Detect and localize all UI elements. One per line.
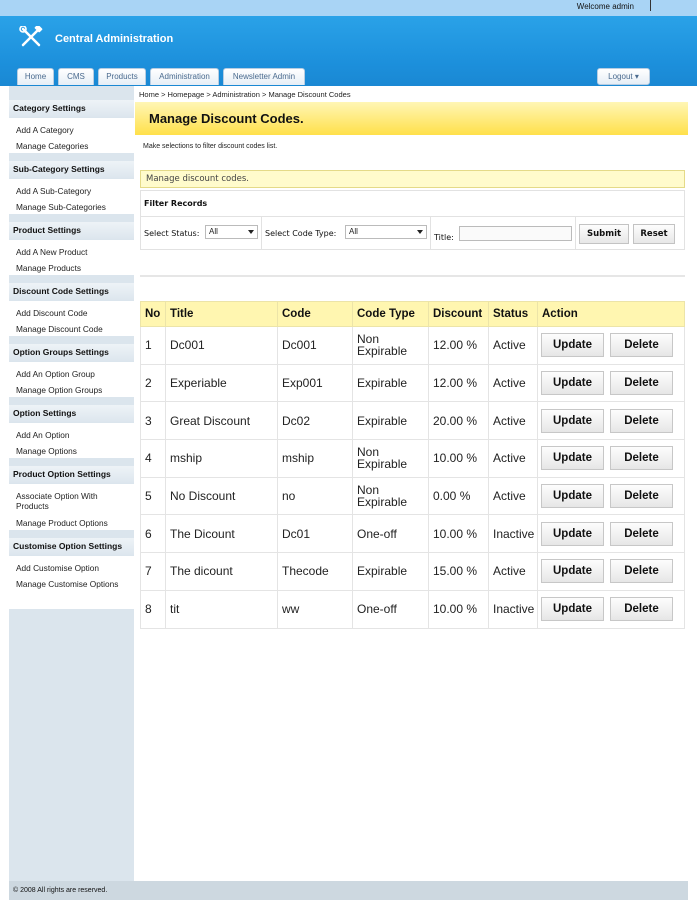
delete-button[interactable]: Delete [610,559,673,583]
cell-action [538,364,685,402]
sidebar-link-manage-discount-code[interactable]: Manage Discount Code [16,324,103,334]
update-button[interactable]: Update [541,597,604,621]
code-type-select-value: All [349,227,358,236]
reset-button[interactable]: Reset [633,224,675,244]
cell-status: Active [489,402,538,440]
app-title: Central Administration [55,33,174,45]
cell-title: Great Discount [166,402,278,440]
cell-discount: 0.00 % [429,477,489,515]
delete-button[interactable]: Delete [610,446,673,470]
title-input[interactable] [459,226,572,241]
sidebar-link-add-customise-option[interactable]: Add Customise Option [16,563,100,573]
cell-title: The dicount [166,553,278,591]
cell-code-type: Non Expirable [353,477,429,515]
sidebar-link-manage-categories[interactable]: Manage Categories [16,141,89,151]
sidebar-link-manage-options[interactable]: Manage Options [16,446,77,456]
update-button[interactable]: Update [541,333,604,357]
table-header-row [141,302,685,327]
update-button[interactable]: Update [541,559,604,583]
discount-codes-table [140,301,685,629]
sidebar-link-add-subcategory[interactable]: Add A Sub-Category [16,186,92,196]
column-header[interactable]: Discount [429,302,489,327]
top-separator [650,0,651,11]
content-right-gutter [688,86,697,881]
table-row [141,402,685,440]
code-type-label: Select Code Type: [265,229,337,238]
chevron-down-icon: ▾ [634,72,639,81]
code-type-select[interactable] [345,225,427,239]
cell-discount: 12.00 % [429,364,489,402]
table-row [141,590,685,628]
table-row [141,477,685,515]
delete-button[interactable]: Delete [610,484,673,508]
logout-label: Logout [608,72,633,81]
cell-status: Active [489,327,538,365]
update-button[interactable]: Update [541,409,604,433]
cell-code: mship [278,440,353,478]
sidebar-heading-option-groups: Option Groups Settings [9,344,134,361]
update-button[interactable]: Update [541,484,604,508]
cell-code-type: Expirable [353,553,429,591]
cell-status: Inactive [489,515,538,553]
cell-action [538,402,685,440]
cell-code: ww [278,590,353,628]
footer: © 2008 All rights are reserved. [9,881,688,900]
sidebar-link-add-option-group[interactable]: Add An Option Group [16,369,95,379]
cell-no: 3 [141,402,166,440]
header [0,16,697,86]
title-label: Title: [434,233,454,242]
cell-code: no [278,477,353,515]
delete-button[interactable]: Delete [610,409,673,433]
cell-discount: 20.00 % [429,402,489,440]
sidebar-link-add-category[interactable]: Add A Category [16,125,74,135]
tab-administration[interactable]: Administration [150,68,219,85]
tab-home[interactable]: Home [17,68,54,85]
instructions-text: Make selections to filter discount codes list. [143,143,278,150]
table-row [141,327,685,365]
cell-code-type: Non Expirable [353,440,429,478]
cell-title: mship [166,440,278,478]
table-row [141,553,685,591]
tab-cms[interactable]: CMS [58,68,94,85]
cell-no: 2 [141,364,166,402]
sidebar-heading-product: Product Settings [9,222,134,239]
cell-code: Thecode [278,553,353,591]
cell-code-type: One-off [353,590,429,628]
sidebar-link-manage-customise-options[interactable]: Manage Customise Options [16,579,119,589]
cell-no: 6 [141,515,166,553]
table-row [141,364,685,402]
cell-code: Dc02 [278,402,353,440]
update-button[interactable]: Update [541,522,604,546]
notice-box: Manage discount codes. [140,170,685,188]
delete-button[interactable]: Delete [610,597,673,621]
cell-status: Inactive [489,590,538,628]
sidebar-heading-customise-option: Customise Option Settings [9,538,134,555]
cell-discount: 10.00 % [429,440,489,478]
delete-button[interactable]: Delete [610,371,673,395]
tab-newsletter-admin[interactable]: Newsletter Admin [223,68,305,85]
sidebar-link-add-option[interactable]: Add An Option [16,430,70,440]
cell-no: 4 [141,440,166,478]
cell-code: Exp001 [278,364,353,402]
cell-no: 8 [141,590,166,628]
sidebar [9,86,134,881]
cell-action [538,440,685,478]
divider [140,275,685,277]
cell-discount: 12.00 % [429,327,489,365]
sidebar-link-add-discount-code[interactable]: Add Discount Code [16,308,88,318]
cell-action [538,515,685,553]
cell-action [538,553,685,591]
logout-button[interactable] [597,68,650,85]
status-label: Select Status: [144,229,200,238]
cell-status: Active [489,440,538,478]
page-title: Manage Discount Codes. [149,111,304,126]
cell-action [538,477,685,515]
cell-status: Active [489,553,538,591]
column-header[interactable]: Title [166,302,278,327]
update-button[interactable]: Update [541,371,604,395]
sidebar-link-associate-option[interactable]: Associate Option With Products [16,491,98,511]
column-header[interactable]: No [141,302,166,327]
top-bar [0,0,697,16]
chevron-down-icon [417,230,423,234]
cell-status: Active [489,477,538,515]
welcome-text: Welcome admin [576,2,634,11]
status-select-value: All [209,227,218,236]
sidebar-link-manage-product-options[interactable]: Manage Product Options [16,518,108,528]
breadcrumb: Home > Homepage > Administration > Manage Discount Codes [139,90,351,99]
cell-code-type: One-off [353,515,429,553]
cell-code-type: Non Expirable [353,327,429,365]
cell-title: No Discount [166,477,278,515]
cell-code-type: Expirable [353,364,429,402]
cell-title: The Dicount [166,515,278,553]
column-header[interactable]: Code Type [353,302,429,327]
column-header[interactable]: Status [489,302,538,327]
cell-discount: 10.00 % [429,590,489,628]
cell-title: tit [166,590,278,628]
cell-no: 7 [141,553,166,591]
cell-status: Active [489,364,538,402]
filter-divider [140,216,685,217]
sidebar-heading-discount: Discount Code Settings [9,283,134,300]
cell-title: Experiable [166,364,278,402]
cell-discount: 10.00 % [429,515,489,553]
column-header: Action [538,302,685,327]
sidebar-heading-category: Category Settings [9,100,134,117]
submit-button[interactable]: Submit [579,224,629,244]
cell-code-type: Expirable [353,402,429,440]
cell-no: 5 [141,477,166,515]
cell-action [538,327,685,365]
filter-heading: Filter Records [144,199,208,208]
table-row [141,515,685,553]
sidebar-link-manage-products[interactable]: Manage Products [16,263,82,273]
filter-separator [575,217,576,250]
sidebar-link-manage-option-groups[interactable]: Manage Option Groups [16,385,103,395]
cell-title: Dc001 [166,327,278,365]
table-row [141,440,685,478]
status-select[interactable] [205,225,258,239]
cell-action [538,590,685,628]
cell-no: 1 [141,327,166,365]
cell-code: Dc01 [278,515,353,553]
delete-button[interactable]: Delete [610,522,673,546]
tools-icon [19,26,43,48]
sidebar-heading-subcategory: Sub-Category Settings [9,161,134,178]
sidebar-link-add-product[interactable]: Add A New Product [16,247,88,257]
filter-separator [261,217,262,250]
tab-products[interactable]: Products [98,68,146,85]
update-button[interactable]: Update [541,446,604,470]
column-header[interactable]: Code [278,302,353,327]
cell-discount: 15.00 % [429,553,489,591]
filter-separator [430,217,431,250]
sidebar-link-manage-subcategories[interactable]: Manage Sub-Categories [16,202,106,212]
sidebar-heading-product-option: Product Option Settings [9,466,134,483]
chevron-down-icon [248,230,254,234]
sidebar-heading-option: Option Settings [9,405,134,422]
cell-code: Dc001 [278,327,353,365]
delete-button[interactable]: Delete [610,333,673,357]
